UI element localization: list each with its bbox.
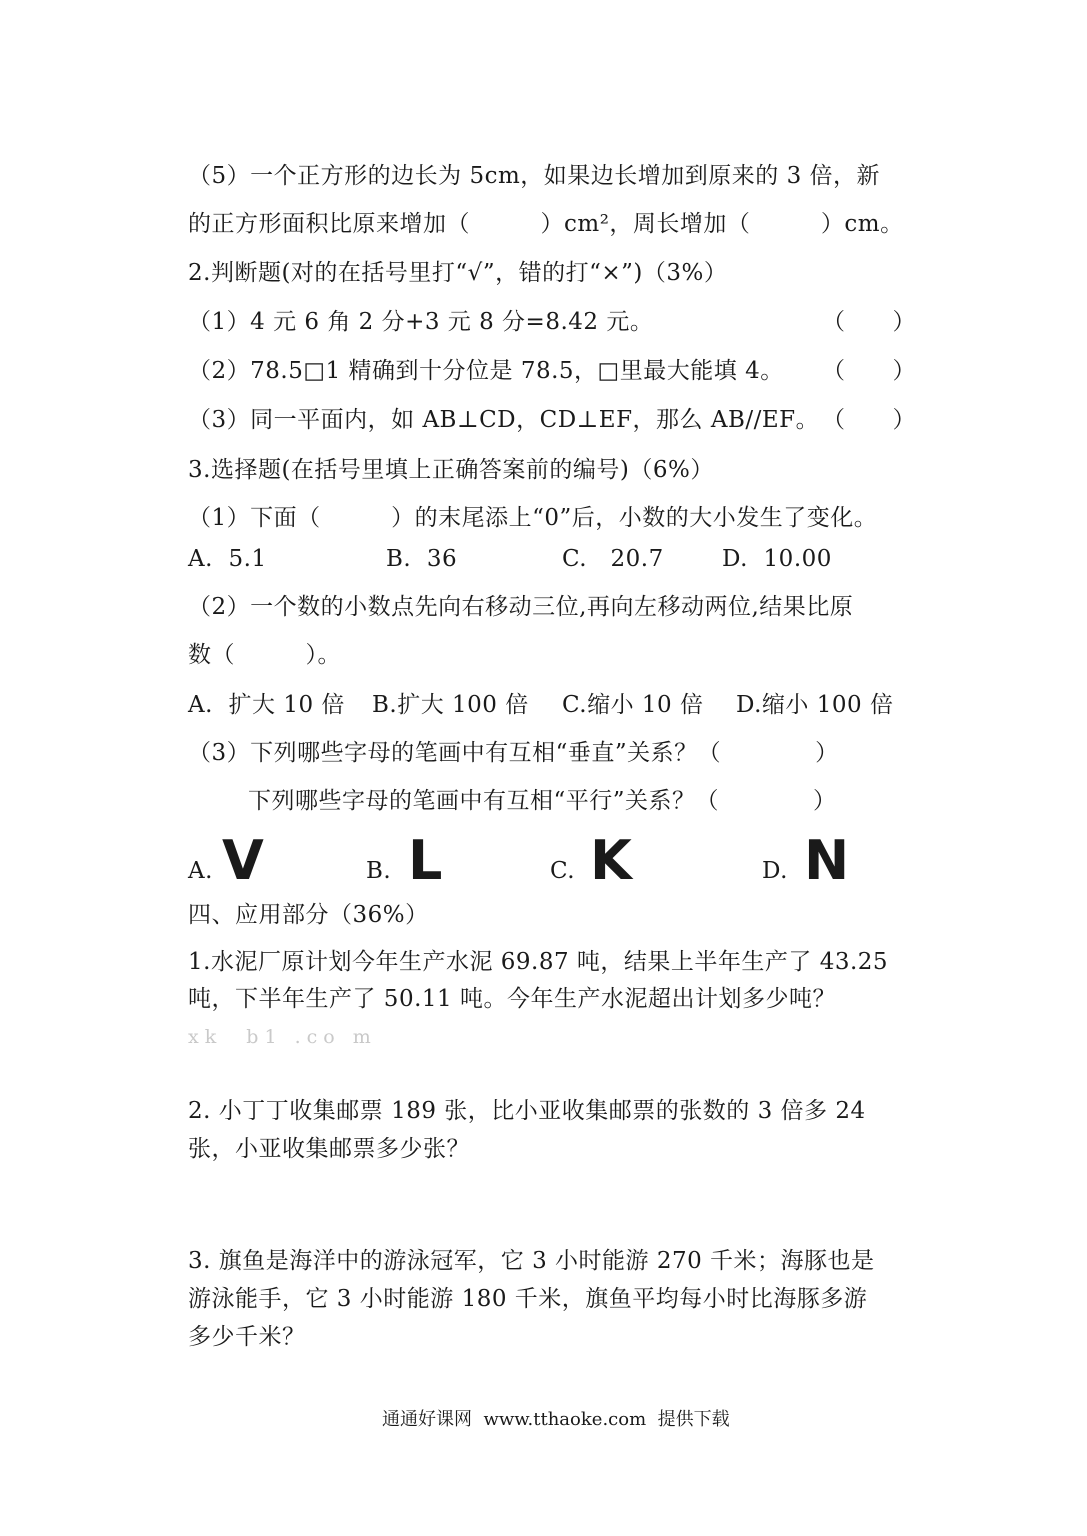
choice-2-question-line-2: 数（ ）。	[188, 642, 341, 668]
choice-3-option-a-label: A.	[188, 858, 213, 884]
choice-3-option-d-label: D.	[762, 858, 788, 884]
choice-3-question-line-2: 下列哪些字母的笔画中有互相“平行”关系？（ ）	[248, 788, 837, 814]
application-3-line-1: 3. 旗鱼是海洋中的游泳冠军，它 3 小时能游 270 千米；海豚也是	[188, 1248, 875, 1274]
section-3-title: 3.选择题(在括号里填上正确答案前的编号)（6%）	[188, 457, 714, 483]
choice-1-option-d: D. 10.00	[722, 546, 832, 572]
watermark-text: xk b1 .co m	[188, 1026, 377, 1048]
judge-item-1: （1）4 元 6 角 2 分+3 元 8 分=8.42 元。	[188, 309, 654, 335]
page-footer: 通通好课网 www.tthaoke.com 提供下载	[382, 1409, 730, 1430]
choice-2-option-b: B.扩大 100 倍	[372, 692, 529, 718]
choice-2-option-c: C.缩小 10 倍	[562, 692, 704, 718]
choice-2-question-line-1: （2）一个数的小数点先向右移动三位,再向左移动两位,结果比原	[188, 594, 854, 620]
choice-3-question-line-1: （3）下列哪些字母的笔画中有互相“垂直”关系？（ ）	[188, 740, 839, 766]
judge-answer-paren-3: （ ）	[822, 407, 916, 433]
application-3-line-2: 游泳能手，它 3 小时能游 180 千米，旗鱼平均每小时比海豚多游	[188, 1286, 868, 1312]
choice-1-option-a: A. 5.1	[188, 546, 267, 572]
section-4-title: 四、应用部分（36%）	[188, 902, 429, 928]
choice-3-option-c-label: C.	[550, 858, 576, 884]
question-5-line-1: （5）一个正方形的边长为 5cm，如果边长增加到原来的 3 倍，新	[188, 163, 881, 189]
choice-1-question: （1）下面（ ）的末尾添上“0”后，小数的大小发生了变化。	[188, 505, 878, 531]
choice-2-option-a: A. 扩大 10 倍	[188, 692, 345, 718]
choice-2-option-d: D.缩小 100 倍	[736, 692, 894, 718]
letter-k: K	[590, 829, 632, 892]
application-1-line-2: 吨，下半年生产了 50.11 吨。今年生产水泥超出计划多少吨？	[188, 986, 836, 1012]
application-1-line-1: 1.水泥厂原计划今年生产水泥 69.87 吨，结果上半年生产了 43.25	[188, 949, 889, 975]
judge-item-2: （2）78.5□1 精确到十分位是 78.5，□里最大能填 4。	[188, 358, 784, 384]
judge-answer-paren-1: （ ）	[822, 309, 916, 335]
letter-v: V	[222, 829, 264, 892]
application-2-line-1: 2. 小丁丁收集邮票 189 张，比小亚收集邮票的张数的 3 倍多 24	[188, 1098, 866, 1124]
section-2-title: 2.判断题(对的在括号里打“√”，错的打“×”)（3%）	[188, 260, 728, 286]
application-3-line-3: 多少千米？	[188, 1324, 306, 1350]
letter-l: L	[408, 829, 443, 892]
question-5-line-2: 的正方形面积比原来增加（ ）cm²，周长增加（ ）cm。	[188, 211, 904, 237]
judge-answer-paren-2: （ ）	[822, 358, 916, 384]
judge-item-3: （3）同一平面内，如 AB⊥CD，CD⊥EF，那么 AB//EF。	[188, 407, 820, 433]
choice-1-option-b: B. 36	[386, 546, 458, 572]
choice-3-option-b-label: B.	[366, 858, 392, 884]
choice-1-option-c: C. 20.7	[562, 546, 664, 572]
application-2-line-2: 张，小亚收集邮票多少张？	[188, 1136, 470, 1162]
letter-n: N	[804, 829, 850, 892]
